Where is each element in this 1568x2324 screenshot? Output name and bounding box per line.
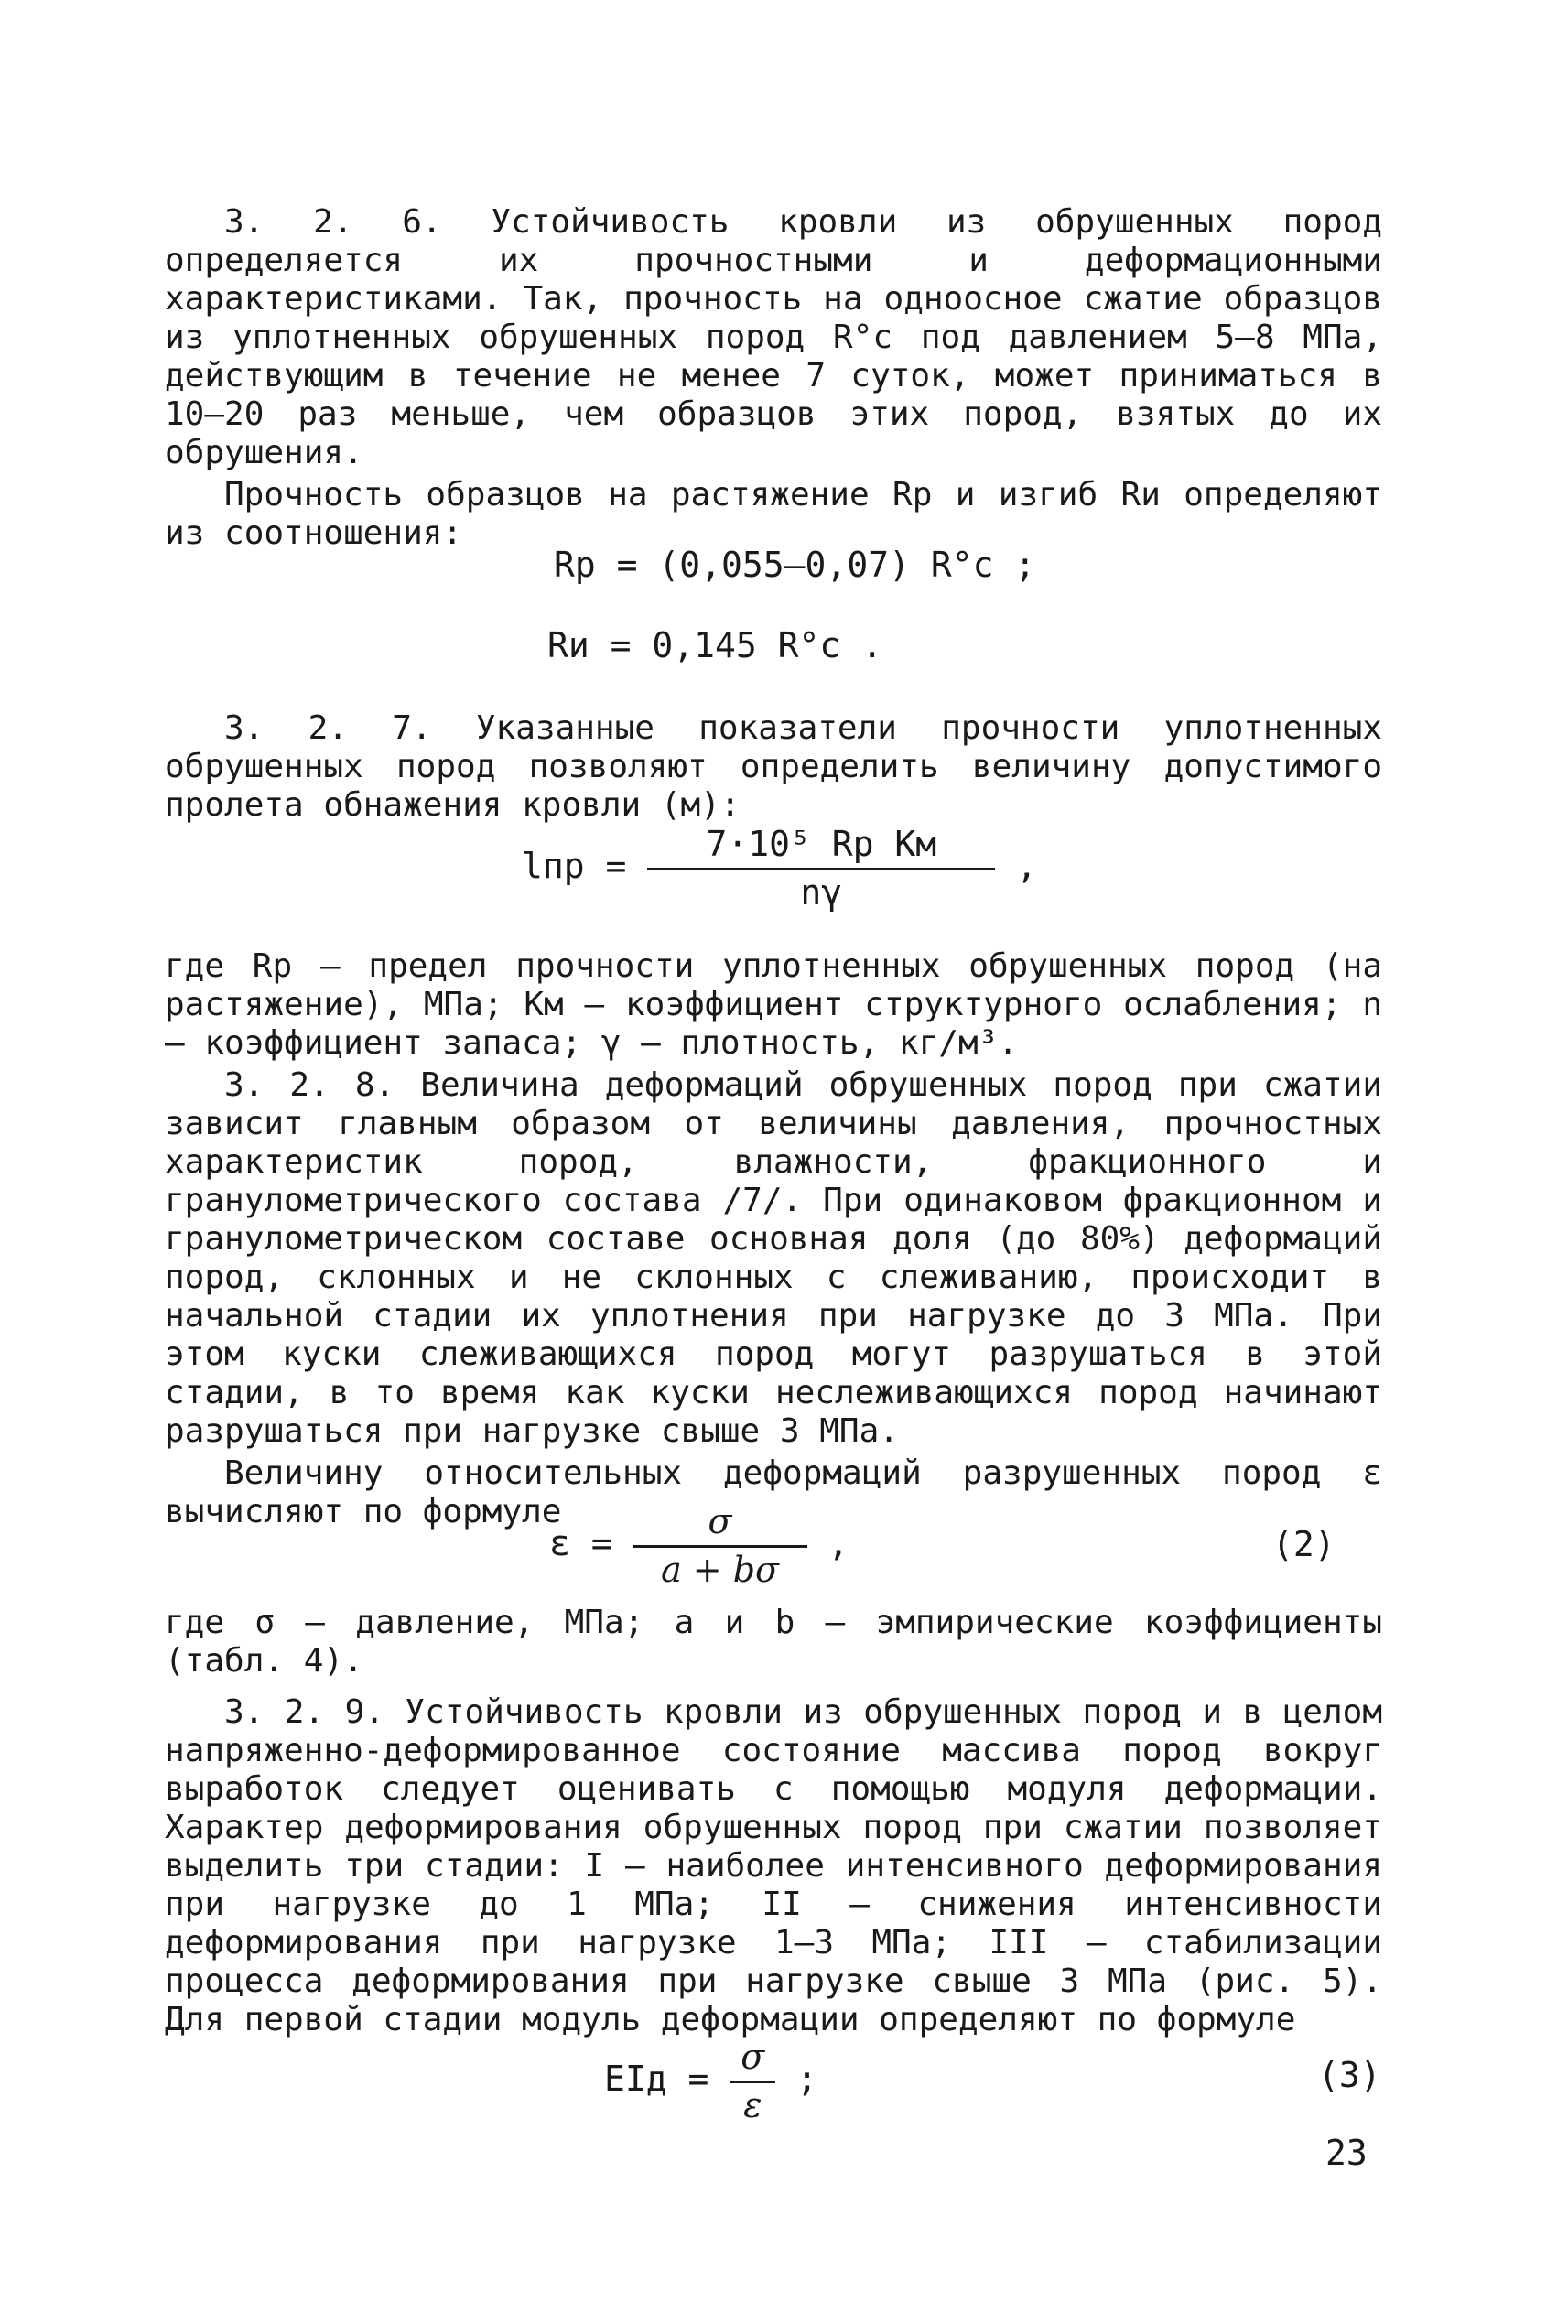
page-number: 23 — [1325, 2133, 1368, 2173]
formula-lpr — [522, 824, 1037, 913]
formula-lpr-denominator: nγ — [800, 872, 843, 913]
formula-lpr-fraction — [647, 824, 995, 913]
formula-e-numerator: σ — [730, 2037, 775, 2083]
formula-eps-lhs: ε = — [549, 1523, 612, 1563]
where-block-1 — [165, 947, 1382, 1531]
formula-rp — [554, 545, 1035, 585]
formula-eps-denominator: a + bσ — [661, 1550, 779, 1590]
formula-e-number: (3) — [1318, 2055, 1381, 2095]
formula-eps-numerator: σ — [633, 1501, 807, 1548]
section-3-2-6-text: 3. 2. 6. Устойчивость кровли из обрушенных пород определяется их прочностными и деформационными характеристиками. Так, прочность на одноосное сжатие образцов из уплотненных обрушенных пород R°с под давлением 5–8 МПа, действующим в течение не менее 7 суток, может приниматься в 10–20 раз меньше, чем образцов этих пород, взятых до их обрушения. — [165, 203, 1382, 471]
formula-e-denominator: ε — [743, 2085, 762, 2125]
section-3-2-6 — [165, 203, 1382, 553]
formula-eps-fraction — [633, 1501, 807, 1590]
formula-ri — [547, 625, 882, 665]
formula-rp-lhs: Rр — [554, 545, 596, 585]
where-1-text: где Rр – предел прочности уплотненных обрушенных пород (на растяжение), МПа; Kм – коэффициент структурного ослабления; n – коэффициент запаса; γ – плотность, кг/м³. — [165, 947, 1382, 1062]
formula-eps-number: (2) — [1272, 1524, 1336, 1564]
formula-eps-tail: , — [827, 1523, 849, 1563]
formula-lpr-numerator: 7·10⁵ Rр Kм — [647, 824, 995, 870]
section-3-2-6-para2: Прочность образцов на растяжение Rр и изгиб Rи определяют из соотношения: — [165, 476, 1382, 552]
formula-ri-lhs: Rи — [547, 625, 589, 665]
formula-e-fraction — [730, 2037, 775, 2125]
where-block-2 — [165, 1604, 1382, 2039]
formula-e — [604, 2037, 817, 2125]
formula-rp-rhs: = (0,055–0,07) R°с ; — [616, 545, 1036, 585]
section-3-2-8-para2: Величину относительных деформаций разрушенных пород ε вычисляют по формуле — [165, 1454, 1382, 1530]
formula-ri-rhs: = 0,145 R°с . — [610, 625, 883, 665]
formula-eps — [549, 1501, 849, 1590]
section-3-2-9-text: 3. 2. 9. Устойчивость кровли из обрушенных пород и в целом напряженно-деформированное состояние массива пород вокруг выработок следует оценивать с помощью модуля деформации. Характер деформирования обрушенных пород при сжатии позволяет выделить три стадии: I – наиболее интенсивного деформирования при нагрузке до 1 МПа; II – снижения интенсивности деформирования при нагрузке 1–3 МПа; III – стабилизации процесса деформирования при нагрузке свыше 3 МПа (рис. 5). Для первой стадии модуль деформации определяют по формуле — [165, 1693, 1382, 2038]
formula-lpr-lhs: lпр = — [522, 846, 627, 886]
formula-e-lhs: EIд = — [604, 2059, 709, 2099]
formula-lpr-tail: , — [1016, 846, 1038, 886]
where-2-text: где σ – давление, МПа; a и b – эмпирические коэффициенты (табл. 4). — [165, 1604, 1382, 1680]
section-3-2-7 — [165, 709, 1382, 825]
section-3-2-8-text: 3. 2. 8. Величина деформаций обрушенных пород при сжатии зависит главным образом от величины давления, прочностных характеристик пород, влажности, фракционного и гранулометрического состава /7/. При одинаковом фракционном и гранулометрическом составе основная доля (до 80%) деформаций пород, склонных и не склонных с слеживанию, происходит в начальной стадии их уплотнения при нагрузке до 3 МПа. При этом куски слеживающихся пород могут разрушаться в этой стадии, в то время как куски неслеживающихся пород начинают разрушаться при нагрузке свыше 3 МПа. — [165, 1066, 1382, 1450]
formula-e-tail: ; — [796, 2059, 818, 2099]
section-3-2-7-text: 3. 2. 7. Указанные показатели прочности уплотненных обрушенных пород позволяют определить величину допустимого пролета обнажения кровли (м): — [165, 709, 1382, 824]
